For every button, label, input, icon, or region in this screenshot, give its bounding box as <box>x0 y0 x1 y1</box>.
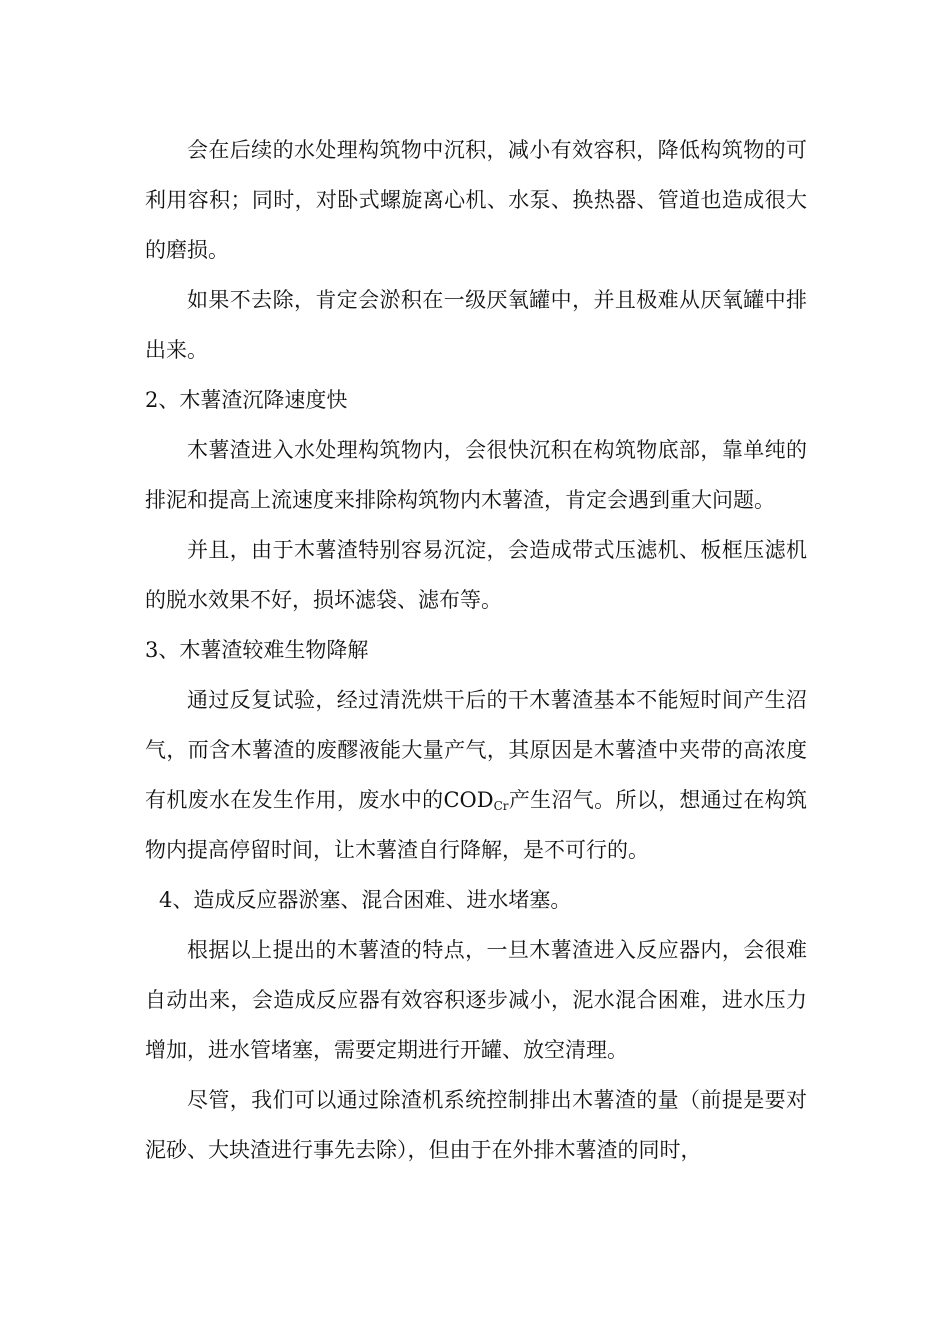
heading-biodegradation: 3、木薯渣较难生物降解 <box>145 638 369 662</box>
paragraph-filter-press: 并且，由于木薯渣特别容易沉淀，会造成带式压滤机、板框压滤机的脱水效果不好，损坏滤袋、滤布等。 <box>145 538 807 612</box>
paragraph-settling-bottom: 木薯渣进入水处理构筑物内，会很快沉积在构筑物底部，靠单纯的排泥和提高上流速度来排除构筑物内木薯渣，肯定会遇到重大问题。 <box>145 438 807 512</box>
paragraph-sediment-effects: 会在后续的水处理构筑物中沉积，减小有效容积，降低构筑物的可利用容积；同时，对卧式螺旋离心机、水泵、换热器、管道也造成很大的磨损。 <box>145 138 807 262</box>
cod-subscript: Cr <box>493 799 509 813</box>
document-body <box>145 125 807 1175</box>
heading-reactor-clogging: 4、造成反应器淤塞、混合困难、进水堵塞。 <box>159 888 572 912</box>
paragraph-reactor-characteristics: 根据以上提出的木薯渣的特点，一旦木薯渣进入反应器内，会很难自动出来，会造成反应器有效容积逐步减小，泥水混合困难，进水压力增加，进水管堵塞，需要定期进行开罐、放空清理。 <box>145 938 807 1062</box>
paragraph-biogas-test <box>145 675 807 875</box>
cod-text-before: 通过反复试验，经过清洗烘干后的干木薯渣基本不能短时间产生沼气，而含木薯渣的废醪液能大量产气，其原因是木薯渣中夹带的高浓度有机废水在发生作用，废水中的COD <box>145 688 807 812</box>
paragraph-slag-remover: 尽管，我们可以通过除渣机系统控制排出木薯渣的量（前提是要对泥砂、大块渣进行事先去除），但由于在外排木薯渣的同时， <box>145 1088 807 1162</box>
heading-settling-speed: 2、木薯渣沉降速度快 <box>145 388 348 412</box>
cod-text-after: 产生沼气。所以，想通过在构筑物内提高停留时间，让木薯渣自行降解，是不可行的。 <box>145 788 808 862</box>
paragraph-anaerobic-tank: 如果不去除，肯定会淤积在一级厌氧罐中，并且极难从厌氧罐中排出来。 <box>145 288 807 362</box>
